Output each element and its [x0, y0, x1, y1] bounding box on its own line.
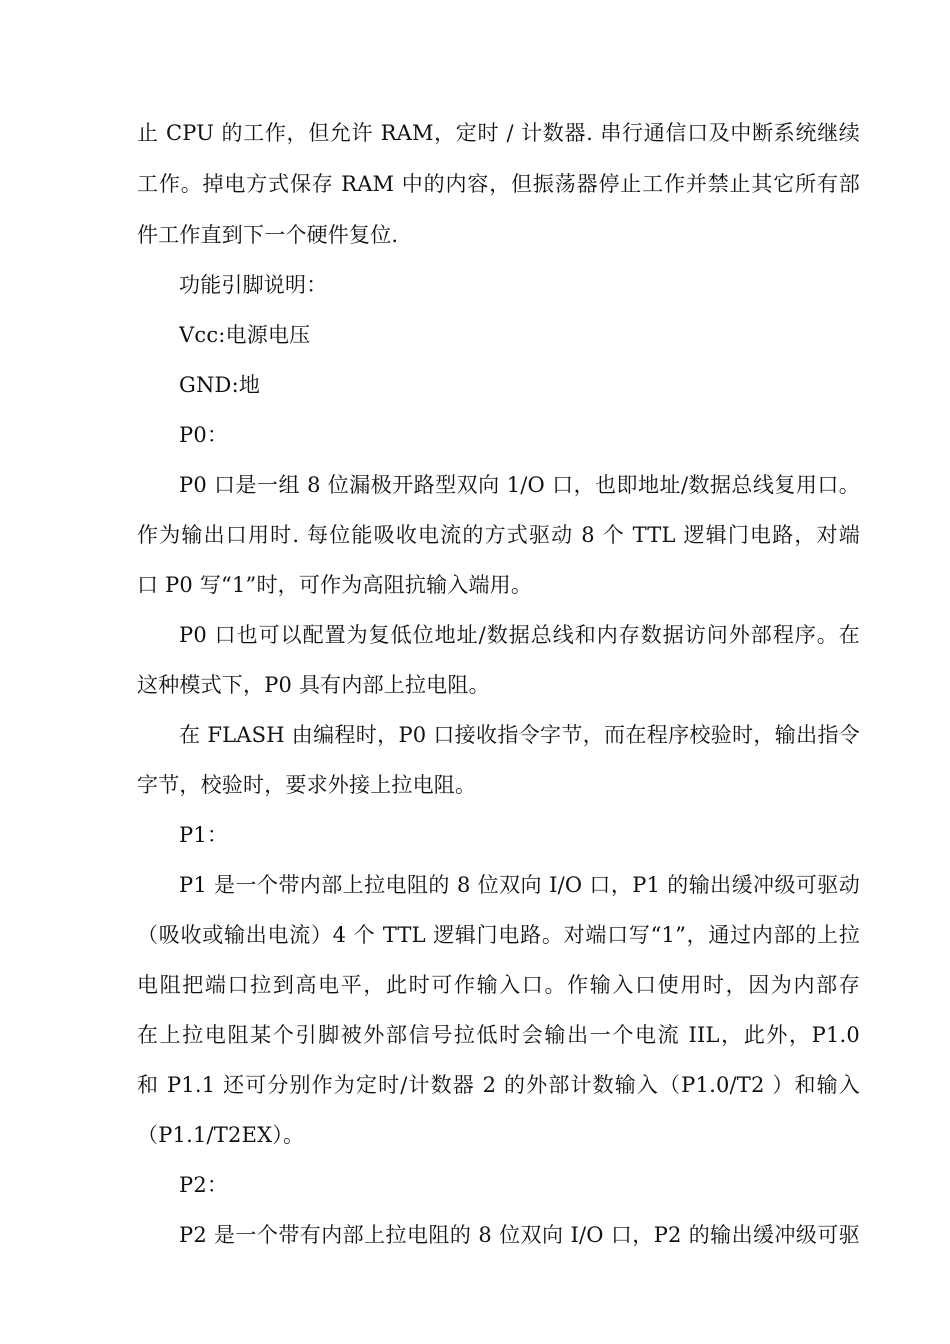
pin-p1-heading: P1： [179, 823, 229, 847]
text-line-p0-6: 在 FLASH 由编程时，P0 口接收指令字节，而在程序校验时，输出指令 [179, 723, 860, 747]
text-line-p1-2: （吸收或输出电流）4 个 TTL 逻辑门电路。对端口写“1”，通过内部的上拉 [137, 923, 860, 947]
text-line-3: 件工作直到下一个硬件复位. [137, 223, 399, 247]
text-line-p1-3: 电阻把端口拉到高电平，此时可作输入口。作输入口使用时，因为内部存 [137, 973, 860, 997]
text-line-p0-4: P0 口也可以配置为复低位地址/数据总线和内存数据访问外部程序。在 [179, 623, 860, 647]
text-line-p0-2: 作为输出口用时. 每位能吸收电流的方式驱动 8 个 TTL 逻辑门电路，对端 [137, 523, 860, 547]
text-line-p1-6: （P1.1/T2EX）。 [137, 1123, 305, 1147]
text-line-p2-1: P2 是一个带有内部上拉电阻的 8 位双向 I/O 口，P2 的输出缓冲级可驱 [179, 1223, 860, 1247]
text-line-2: 工作。掉电方式保存 RAM 中的内容，但振荡器停止工作并禁止其它所有部 [137, 172, 860, 196]
text-line-p0-3: 口 P0 写“1”时，可作为高阻抗输入端用。 [137, 573, 533, 597]
text-line-p1-4: 在上拉电阻某个引脚被外部信号拉低时会输出一个电流 IIL，此外，P1.0 [137, 1023, 860, 1047]
section-heading-pin-description: 功能引脚说明： [179, 273, 328, 297]
pin-gnd-line: GND:地 [179, 373, 261, 397]
text-line-p0-7: 字节，校验时，要求外接上拉电阻。 [137, 773, 477, 797]
text-line-p1-5: 和 P1.1 还可分别作为定时/计数器 2 的外部计数输入（P1.0/T2 ）和输入 [137, 1073, 860, 1097]
pin-p0-heading: P0： [179, 423, 229, 447]
text-line-p1-1: P1 是一个带内部上拉电阻的 8 位双向 I/O 口，P1 的输出缓冲级可驱动 [179, 873, 860, 897]
text-line-1: 止 CPU 的工作，但允许 RAM，定时 / 计数器. 串行通信口及中断系统继续 [137, 121, 860, 145]
text-line-p0-1: P0 口是一组 8 位漏极开路型双向 1/O 口，也即地址/数据总线复用口。 [179, 473, 860, 497]
text-line-p0-5: 这种模式下，P0 具有内部上拉电阻。 [137, 673, 490, 697]
pin-p2-heading: P2： [179, 1173, 229, 1197]
pin-vcc-line: Vcc:电源电压 [179, 323, 311, 347]
